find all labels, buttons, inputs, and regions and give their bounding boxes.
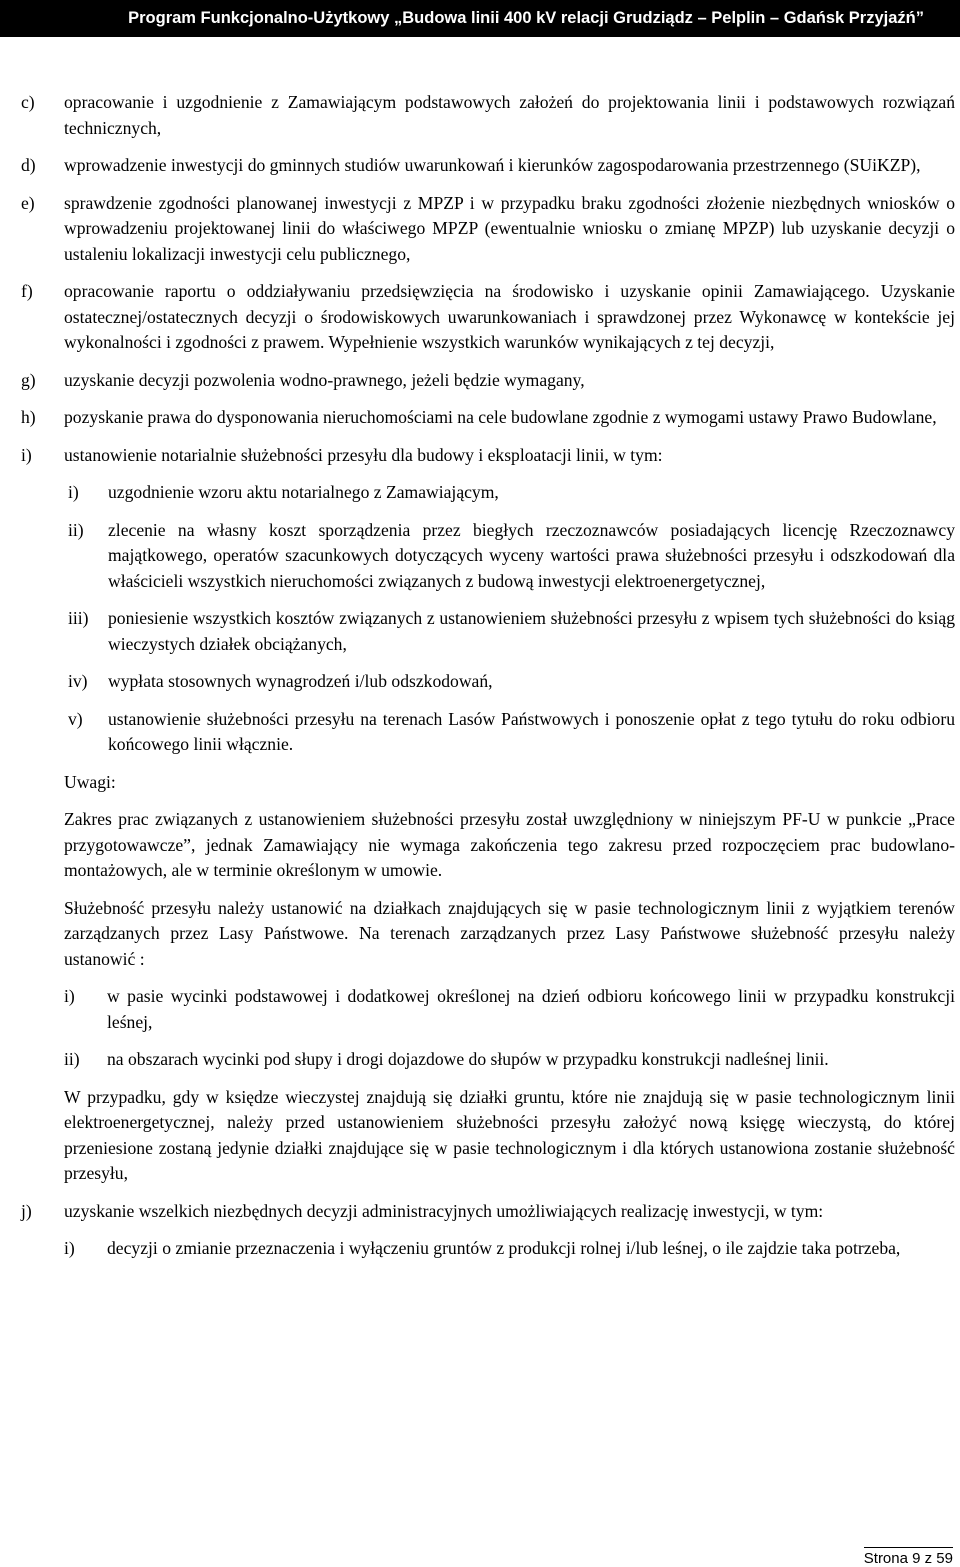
sub-list-item [0, 480, 960, 506]
item-text: uzyskanie decyzji pozwolenia wodno-prawnego, jeżeli będzie wymagany, [64, 369, 585, 390]
sub-list-item [0, 707, 960, 758]
item-text: ustanowienie notarialnie służebności przesyłu dla budowy i eksploatacji linii, w tym: [64, 444, 663, 465]
item-text: pozyskanie prawa do dysponowania nieruchomościami na cele budowlane zgodnie z wymogami ustawy Prawo Budowlane, [64, 407, 937, 427]
item-text: opracowanie i uzgodnienie z Zamawiającym podstawowych założeń do projektowania linii i podstawowych rozwiązań technicznych, [64, 92, 955, 138]
page-number: Strona 9 z 59 [863, 1550, 953, 1567]
item-label: d) [21, 155, 36, 175]
list-item [0, 368, 960, 394]
item-text: opracowanie raportu o oddziaływaniu przedsięwzięcia na środowisko i uzyskanie opinii Zamawiającego. Uzyskanie ostatecznej/ostatecznych decyzji o środowiskowych uwarunkowaniach i sprawdzonej przez Wykonawcę w kontekście jej wykonalności i zgodności z prawem. Wypełnienie wszystkich warunków wynikających z tej decyzji, [64, 281, 955, 352]
notes-paragraph: Służebność przesyłu należy ustanowić na działkach znajdujących się w pasie technologicznym linii z wyjątkiem terenów zarządzanych przez Lasy Państwowe. Na terenach zarządzanych przez Lasy Państwowe służebność przesyłu należy ustanowić : [64, 897, 955, 969]
list-item [0, 191, 960, 268]
forest-list-item [0, 1047, 960, 1073]
document-body [0, 90, 960, 1274]
sub-item-text: decyzji o zmianie przeznaczenia i wyłączeniu gruntów z produkcji rolnej i/lub leśnej, o ile zajdzie taka potrzeba, [107, 1238, 901, 1258]
sub-list-item [0, 669, 960, 695]
sub-item-text: uzgodnienie wzoru aktu notarialnego z Zamawiającym, [108, 482, 499, 502]
forest-item-text: w pasie wycinki podstawowej i dodatkowej określonej na dzień odbioru końcowego linii w przypadku konstrukcji leśnej, [107, 986, 955, 1032]
sub-item-text: ustanowienie służebności przesyłu na terenach Lasów Państwowych i ponoszenie opłat z tego tytułu do roku odbioru końcowego linii włącznie. [108, 708, 955, 754]
sub-item-text: wypłata stosownych wynagrodzeń i/lub odszkodowań, [108, 671, 493, 691]
list-item [0, 443, 960, 469]
forest-item-text: na obszarach wycinki pod słupy i drogi dojazdowe do słupów w przypadku konstrukcji nadleśnej linii. [107, 1049, 829, 1069]
notes-paragraph: W przypadku, gdy w księdze wieczystej znajdują się działki gruntu, które nie znajdują się w pasie technologicznym linii elektroenergetycznej, należy przed ustanowieniem służebności przesyłu założyć nową księgę wieczystą, do której przeniesione zostaną jedynie działki znajdujące się w pasie technologicznym i dla których ustanowiona zostanie służebność przesyłu, [64, 1086, 955, 1183]
notes-paragraph: Zakres prac związanych z ustanowieniem służebności przesyłu został uwzględniony w niniejszym PF-U w punkcie „Prace przygotowawcze”, jednak Zamawiający nie wymaga zakończenia tego zakresu przed rozpoczęciem prac budowlano-montażowych, ale w terminie określonym w umowie. [64, 809, 955, 880]
sub-list-item [0, 606, 960, 657]
notes-heading: Uwagi: [64, 771, 116, 792]
item-text: uzyskanie wszelkich niezbędnych decyzji administracyjnych umożliwiających realizację inwestycji, w tym: [64, 1200, 824, 1221]
sub-item-text: zlecenie na własny koszt sporządzenia przez biegłych rzeczoznawców posiadających licencję Rzeczoznawcy majątkowego, operatów szacunkowych dotyczących wyceny wartości prawa służebności przesyłu i odszkodowań dla właścicieli wszystkich nieruchomości związanych z budową inwestycji elektroenergetycznej, [108, 519, 955, 591]
forest-item-label: i) [64, 986, 75, 1006]
item-label: e) [21, 192, 35, 213]
item-label: c) [21, 92, 35, 112]
list-item [0, 153, 960, 179]
sub-list-item [0, 518, 960, 595]
item-label: j) [21, 1200, 32, 1221]
item-text: wprowadzenie inwestycji do gminnych studiów uwarunkowań i kierunków zagospodarowania przestrzennego (SUiKZP), [64, 155, 921, 175]
sub-item-label: iii) [68, 608, 89, 628]
item-label: i) [21, 444, 32, 465]
footer-divider [864, 1547, 953, 1548]
page-footer [864, 1551, 953, 1567]
sub-item-text: poniesienie wszystkich kosztów związanych z ustanowieniem służebności przesyłu z wpisem tych służebności do ksiąg wieczystych działek obciążanych, [108, 608, 955, 654]
item-text: sprawdzenie zgodności planowanej inwestycji z MPZP i w przypadku braku zgodności złożenie niezbędnych wniosków o wprowadzeniu projektowanej linii do właściwego MPZP (ewentualnie wniosku o zmianę MPZP) lub uzyskanie decyzji o ustaleniu lokalizacji inwestycji celu publicznego, [64, 192, 955, 264]
forest-item-label: ii) [64, 1049, 80, 1069]
sub-item-label: ii) [68, 519, 84, 540]
page-header: Program Funkcjonalno-Użytkowy „Budowa linii 400 kV relacji Grudziądz – Pelplin – Gdańsk Przyjaźń” [0, 0, 960, 37]
list-item [0, 1199, 960, 1225]
item-label: g) [21, 369, 36, 390]
item-label: h) [21, 407, 36, 427]
sub-list-item [0, 1236, 960, 1262]
sub-item-label: i) [68, 482, 79, 502]
list-item [0, 279, 960, 356]
sub-item-label: v) [68, 708, 83, 729]
list-item [0, 90, 960, 141]
sub-item-label: iv) [68, 671, 88, 691]
list-item [0, 405, 960, 431]
item-label: f) [21, 281, 33, 301]
forest-list-item [0, 984, 960, 1035]
sub-item-label: i) [64, 1238, 75, 1258]
